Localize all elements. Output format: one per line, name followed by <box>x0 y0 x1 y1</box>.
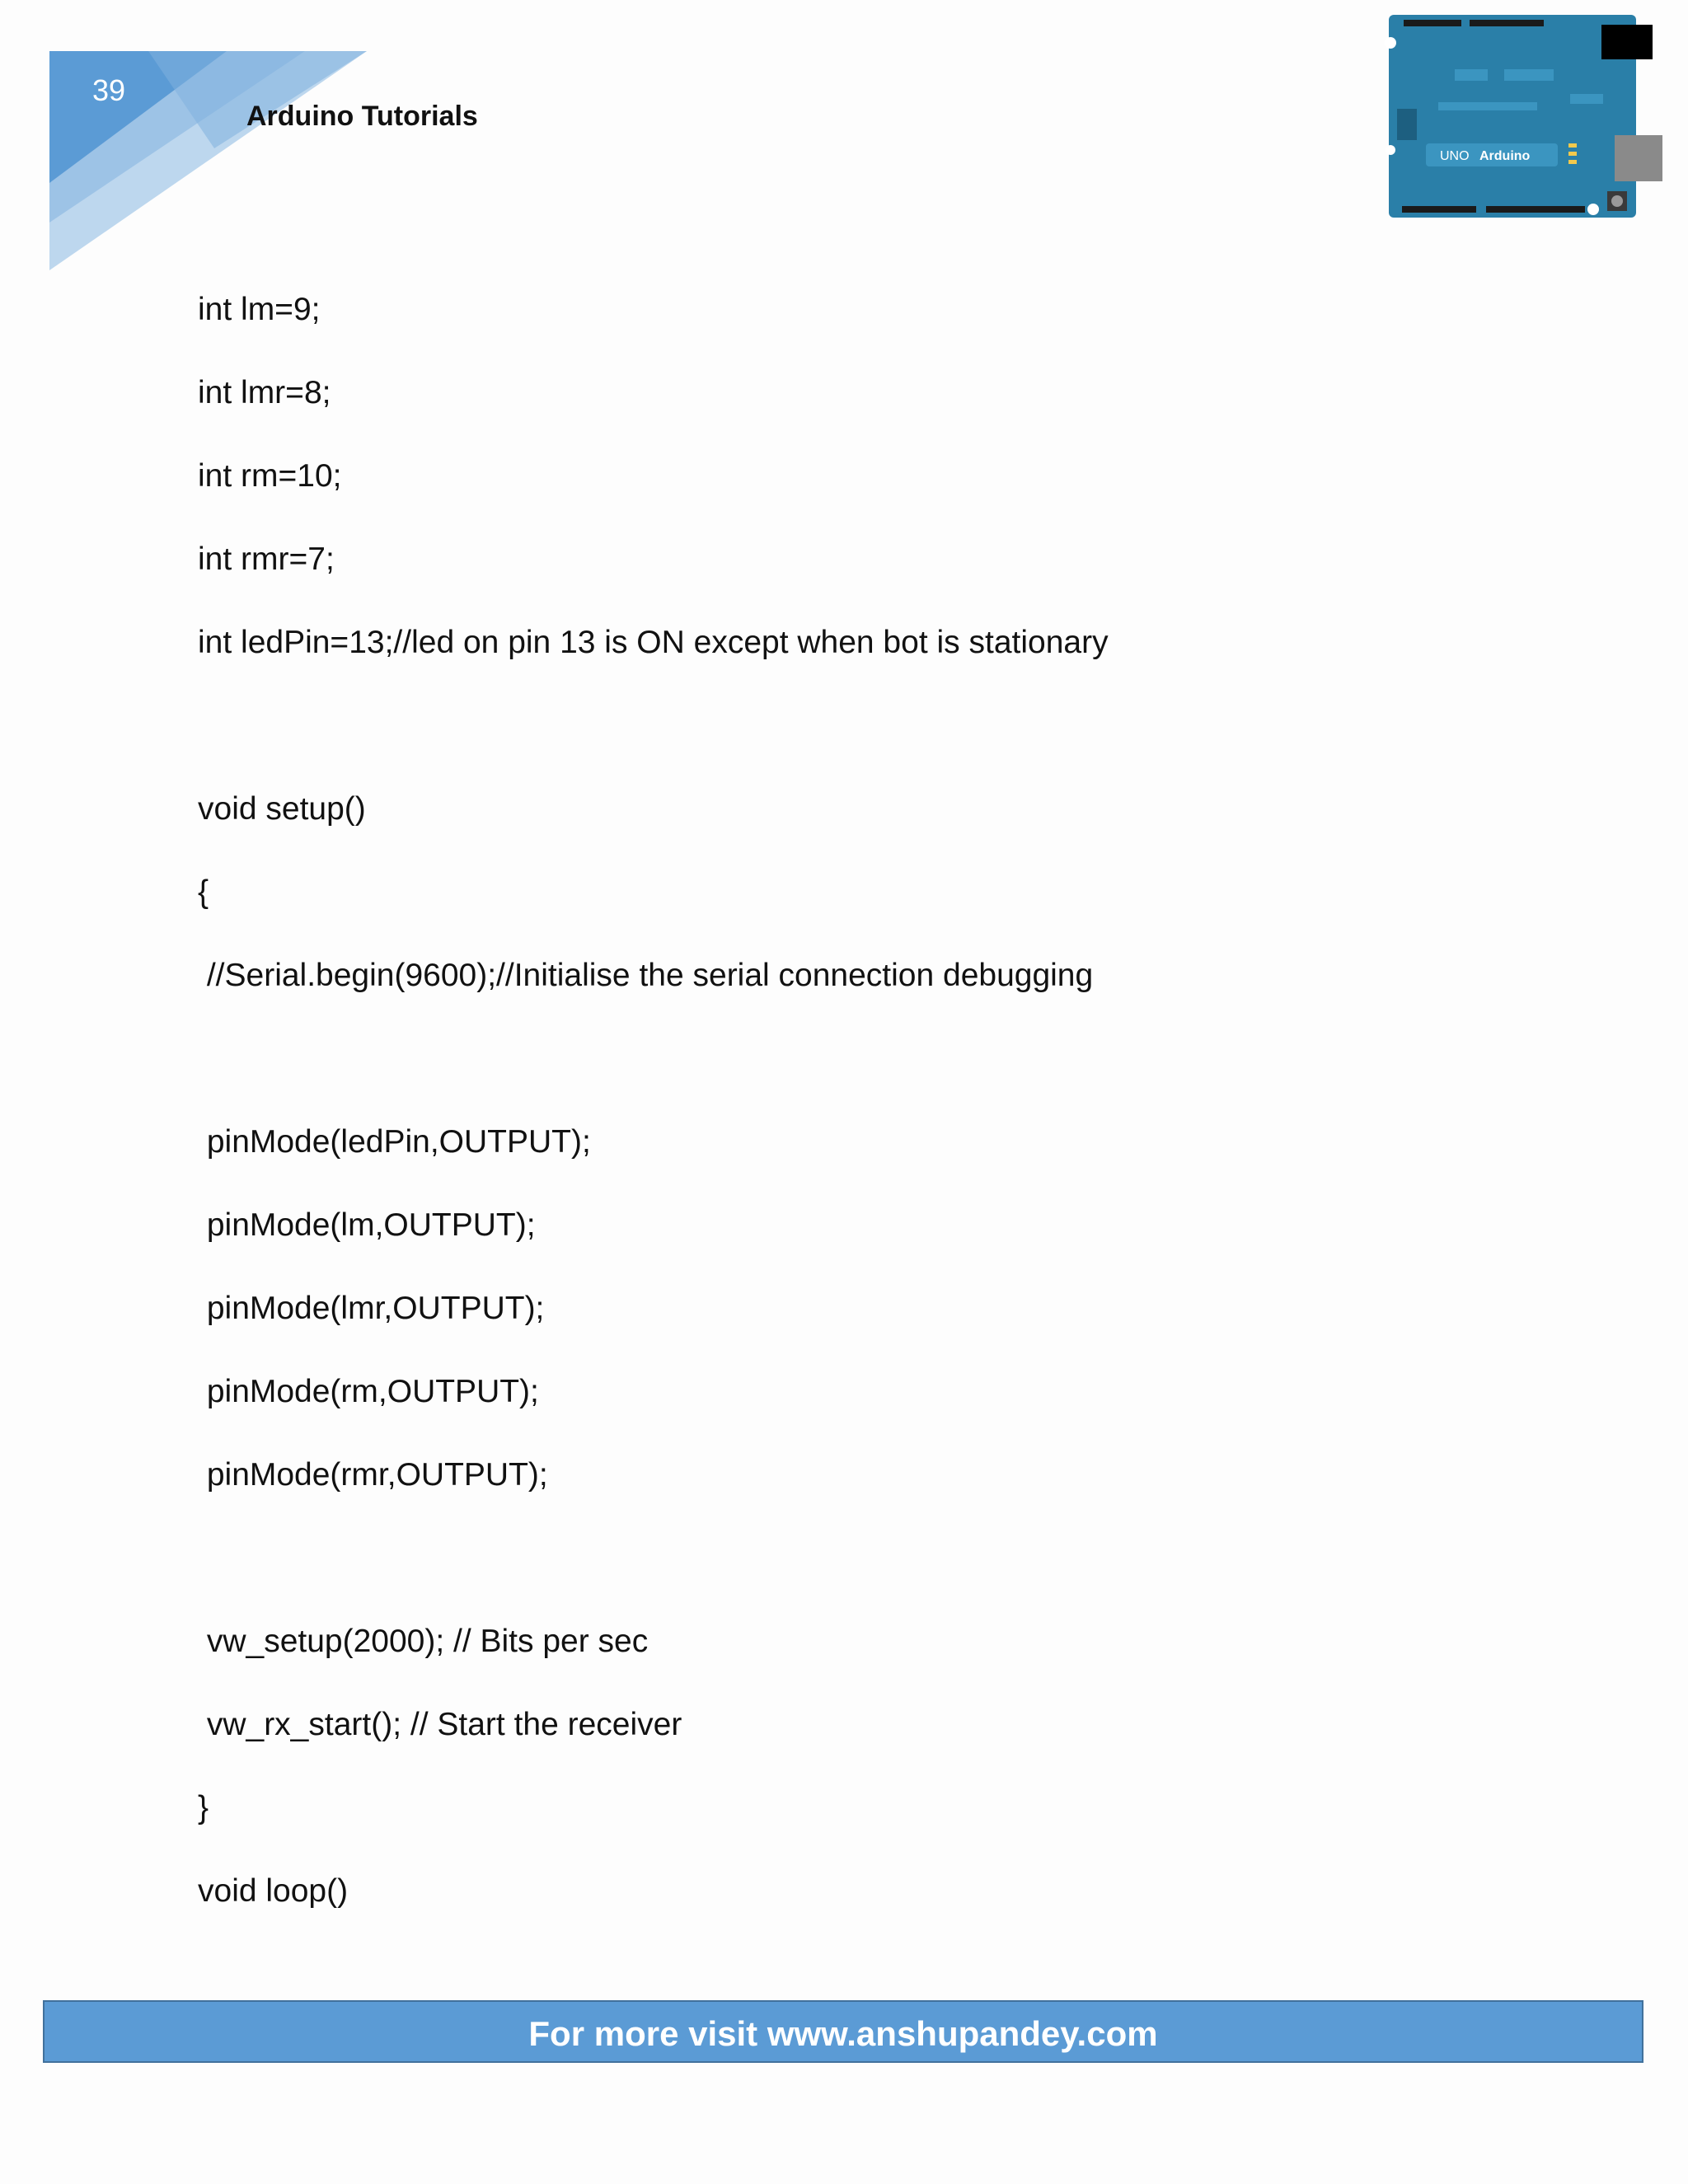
code-line: vw_rx_start(); // Start the receiver <box>198 1707 682 1742</box>
board-model-label: UNO <box>1440 149 1470 163</box>
code-line: pinMode(rmr,OUTPUT); <box>198 1457 548 1493</box>
footer-banner <box>43 2000 1643 2063</box>
code-line: void setup() <box>198 791 366 827</box>
footer-link[interactable]: For more visit www.anshupandey.com <box>528 2014 1158 2053</box>
code-line: pinMode(rm,OUTPUT); <box>198 1374 539 1409</box>
page-number: 39 <box>92 73 126 107</box>
arduino-uno-board-icon <box>1381 12 1677 223</box>
code-line: int lmr=8; <box>198 375 331 410</box>
code-line: //Serial.begin(9600);//Initialise the serial connection debugging <box>198 958 1094 993</box>
code-line: pinMode(lmr,OUTPUT); <box>198 1291 545 1326</box>
code-line: void loop() <box>198 1873 349 1909</box>
header-decoration <box>0 0 495 280</box>
code-line: int lm=9; <box>198 292 321 327</box>
code-line: } <box>198 1790 209 1825</box>
code-line: int rmr=7; <box>198 541 335 577</box>
code-line: pinMode(ledPin,OUTPUT); <box>198 1124 591 1160</box>
code-line: { <box>198 874 209 910</box>
code-line: int ledPin=13;//led on pin 13 is ON except when bot is stationary <box>198 625 1109 660</box>
document-title: Arduino Tutorials <box>246 101 478 132</box>
code-line: int rm=10; <box>198 458 342 494</box>
code-line: vw_setup(2000); // Bits per sec <box>198 1624 649 1659</box>
board-brand-label: Arduino <box>1479 149 1531 163</box>
code-line: pinMode(lm,OUTPUT); <box>198 1207 536 1243</box>
